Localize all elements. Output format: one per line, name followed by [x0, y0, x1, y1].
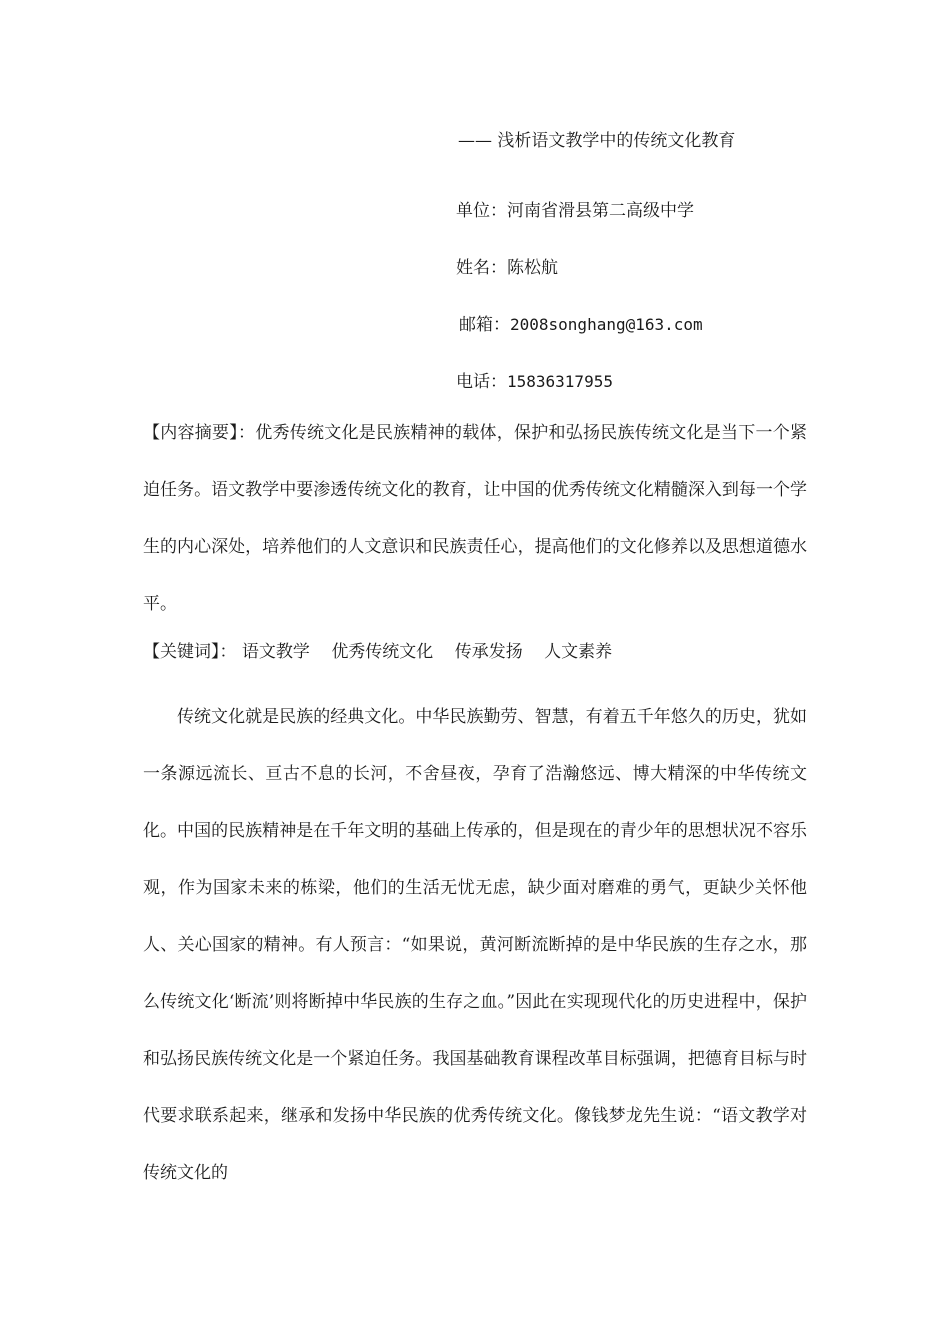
- body-paragraph: 传统文化就是民族的经典文化。中华民族勤劳、智慧，有着五千年悠久的历史，犹如一条源远流长、亘古不息的长河，不舍昼夜，孕育了浩瀚悠远、博大精深的中华传统文化。中国的民族精神是在千年文明的基础上传承的，但是现在的青少年的思想状况不容乐观，作为国家未来的栋梁，他们的生活无忧无虑，缺少面对磨难的勇气，更缺少关怀他人、关心国家的精神。有人预言：“如果说，黄河断流断掉的是中华民族的生存之水，那么传统文化‘断流’则将断掉中华民族的生存之血。”因此在实现现代化的历史进程中，保护和弘扬民族传统文化是一个紧迫任务。我国基础教育课程改革目标强调，把德育目标与时代要求联系起来，继承和发扬中华民族的优秀传统文化。像钱梦龙先生说：“语文教学对传统文化的: [143, 707, 807, 1183]
- keyword-item: 语文教学: [241, 642, 310, 662]
- keywords-line: [143, 624, 807, 681]
- unit-value: 河南省滑县第二高级中学: [507, 201, 694, 221]
- author-name: [456, 253, 558, 278]
- phone-value: 15836317955: [507, 372, 613, 391]
- phone-label: 电话：: [456, 372, 507, 392]
- unit-label: 单位：: [456, 201, 507, 221]
- abstract-paragraph: [143, 405, 807, 633]
- email-value: 2008songhang@163.com: [510, 315, 703, 334]
- document-subtitle: —— 浅析语文教学中的传统文化教育: [458, 131, 736, 151]
- name-label: 姓名：: [456, 258, 507, 278]
- keyword-item: 人文素养: [544, 642, 613, 662]
- name-value: 陈松航: [507, 258, 558, 278]
- keywords-label: 【关键词】：: [143, 642, 237, 662]
- keyword-item: 优秀传统文化: [331, 642, 434, 662]
- abstract-text: 优秀传统文化是民族精神的载体，保护和弘扬民族传统文化是当下一个紧迫任务。语文教学中要渗透传统文化的教育，让中国的优秀传统文化精髓深入到每一个学生的内心深处，培养他们的人文意识和民族责任心，提高他们的文化修养以及思想道德水平。: [143, 423, 807, 614]
- author-email: [459, 310, 703, 335]
- keyword-item: 传承发扬: [454, 642, 523, 662]
- author-unit: [456, 196, 694, 221]
- author-phone: [456, 367, 613, 392]
- email-label: 邮箱：: [459, 315, 510, 335]
- abstract-label: 【内容摘要】：: [143, 423, 256, 443]
